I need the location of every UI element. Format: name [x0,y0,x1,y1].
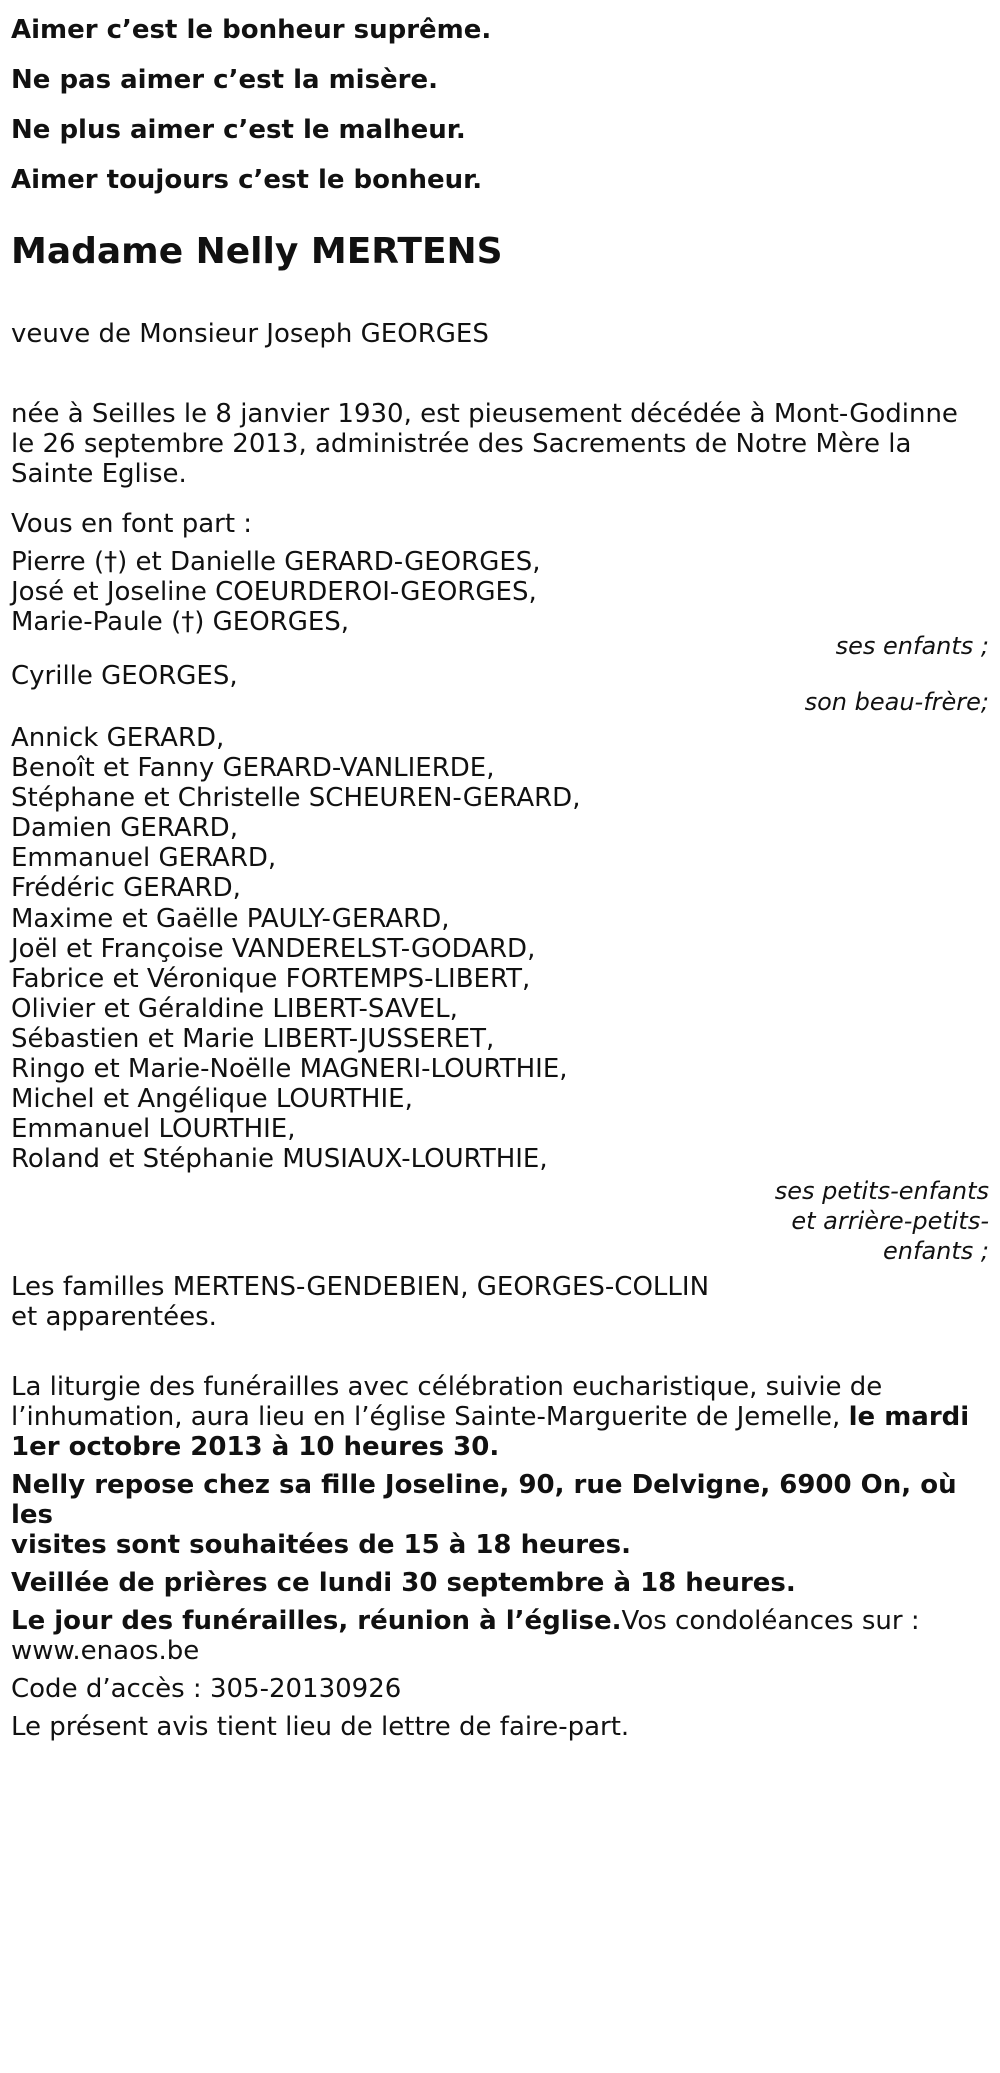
grandchildren-label-line: et arrière-petits- [791,1207,989,1236]
deceased-name: Madame Nelly MERTENS [11,231,503,272]
grandchild-entry: Ringo et Marie-Noëlle MAGNERI-LOURTHIE, [11,1054,568,1085]
liturgy-line [11,1402,989,1432]
widow-of: veuve de Monsieur Joseph GEORGES [11,319,489,349]
families-line: et apparentées. [11,1302,217,1333]
grandchildren-label-line: ses petits-enfants [774,1177,989,1206]
poem-line: Aimer toujours c’est le bonheur. [11,165,483,195]
funeral-day-meeting: Le jour des funérailles, réunion à l’église. [11,1606,622,1637]
grandchild-entry: Frédéric GERARD, [11,873,241,904]
grandchild-entry: Damien GERARD, [11,813,238,844]
announcement-intro: Vous en font part : [11,509,253,539]
grandchild-entry: Benoît et Fanny GERARD-VANLIERDE, [11,753,495,784]
grandchild-entry: Sébastien et Marie LIBERT-JUSSERET, [11,1023,495,1054]
grandchild-entry: Olivier et Géraldine LIBERT-SAVEL, [11,993,458,1024]
funeral-day-line [11,1606,989,1636]
grandchild-entry: Roland et Stéphanie MUSIAUX-LOURTHIE, [11,1144,548,1175]
birth-death-line: née à Seilles le 8 janvier 1930, est pieusement décédée à Mont-Godinne [11,399,958,429]
poem-line: Aimer c’est le bonheur suprême. [11,15,492,45]
grandchildren-label [11,1176,989,1266]
website-link[interactable]: www.enaos.be [11,1636,200,1667]
child-entry: Marie-Paule (†) GEORGES, [11,607,350,637]
liturgy-info [11,1372,989,1462]
poem-line: Ne plus aimer c’est le malheur. [11,115,466,145]
grandchildren-label-line: enfants ; [883,1237,989,1266]
liturgy-date-time: 1er octobre 2013 à 10 heures 30. [11,1432,500,1463]
liturgy-line: La liturgie des funérailles avec célébration eucharistique, suivie de [11,1372,883,1403]
grandchildren-list [11,723,989,1174]
grandchild-entry: Michel et Angélique LOURTHIE, [11,1084,413,1115]
brother-in-law-label: son beau-frère; [804,688,989,716]
liturgy-date: le mardi [848,1402,970,1433]
child-entry: Pierre (†) et Danielle GERARD-GEORGES, [11,547,541,577]
repose-info [11,1470,989,1560]
children-list [11,547,989,637]
grandchild-entry: Maxime et Gaëlle PAULY-GERARD, [11,903,450,934]
funeral-day-info [11,1606,989,1666]
grandchild-entry: Emmanuel LOURTHIE, [11,1114,296,1145]
children-label: ses enfants ; [835,632,989,660]
condolences-text: Vos condoléances sur : [621,1606,920,1637]
repose-line: Nelly repose chez sa fille Joseline, 90, rue Delvigne, 6900 On, où les [11,1470,957,1531]
notice-text: Le présent avis tient lieu de lettre de faire-part. [11,1712,630,1743]
access-code: Code d’accès : 305-20130926 [11,1674,402,1705]
birth-death-line: Sainte Eglise. [11,459,187,489]
repose-line: visites sont souhaitées de 15 à 18 heures. [11,1530,632,1561]
liturgy-text: l’inhumation, aura lieu en l’église Sainte-Marguerite de Jemelle, [11,1402,849,1433]
grandchild-entry: Annick GERARD, [11,723,225,753]
grandchild-entry: Stéphane et Christelle SCHEUREN-GERARD, [11,783,581,814]
families [11,1272,989,1332]
birth-death-info [11,399,989,489]
poem [11,5,989,205]
child-entry: José et Joseline COEURDEROI-GEORGES, [11,577,537,607]
vigil-info: Veillée de prières ce lundi 30 septembre à 18 heures. [11,1568,796,1599]
birth-death-line: le 26 septembre 2013, administrée des Sacrements de Notre Mère la [11,429,912,459]
brother-in-law: Cyrille GEORGES, [11,661,238,691]
grandchild-entry: Fabrice et Véronique FORTEMPS-LIBERT, [11,963,531,994]
families-line: Les familles MERTENS-GENDEBIEN, GEORGES-COLLIN [11,1272,710,1303]
poem-line: Ne pas aimer c’est la misère. [11,65,439,95]
grandchild-entry: Joël et Françoise VANDERELST-GODARD, [11,933,536,964]
grandchild-entry: Emmanuel GERARD, [11,843,277,874]
